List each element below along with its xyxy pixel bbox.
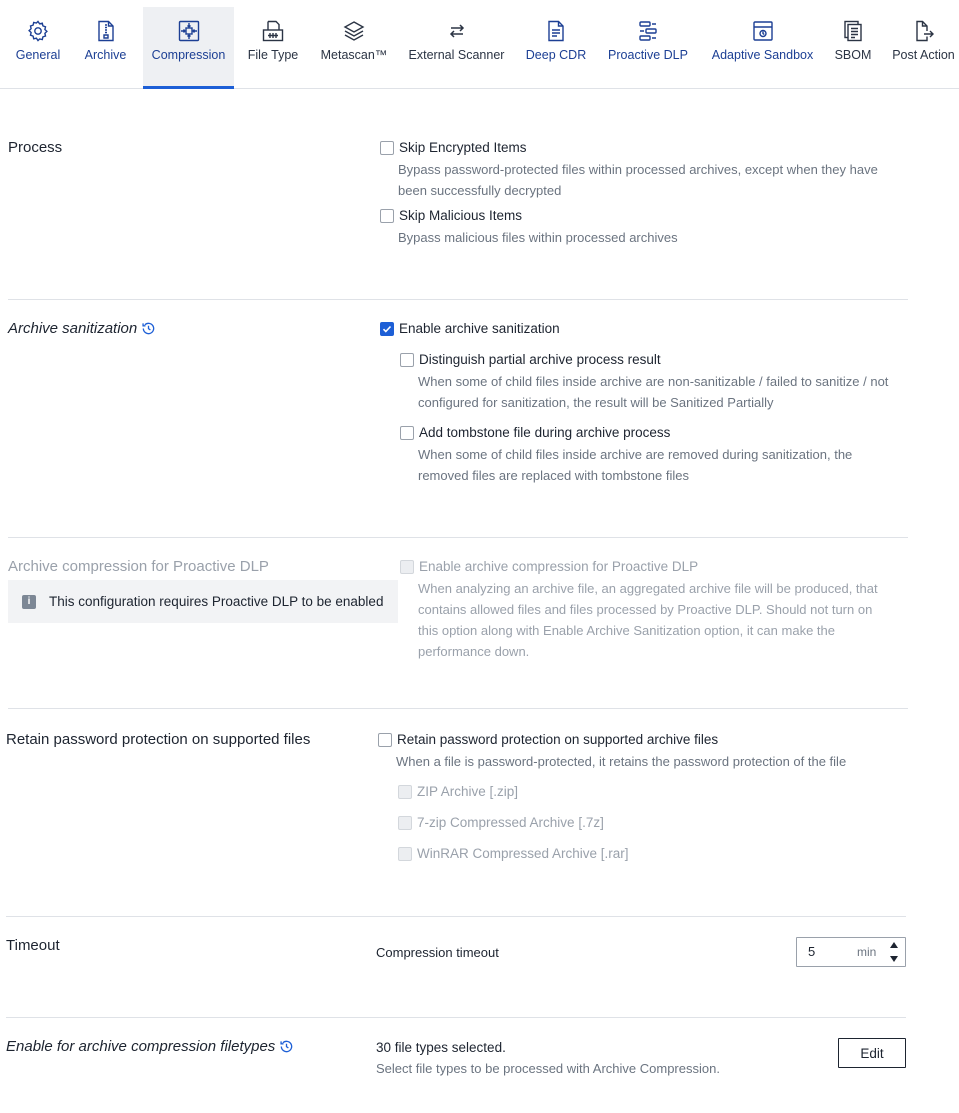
exchange-icon bbox=[445, 19, 469, 43]
tab-archive[interactable] bbox=[78, 7, 133, 88]
distinguish-partial-description: When some of child files inside archive are non-sanitizable / failed to sanitize / not bbox=[418, 374, 889, 389]
increment-arrow-icon[interactable] bbox=[883, 938, 905, 952]
option-label: Enable archive sanitization bbox=[399, 321, 560, 336]
dlp-icon bbox=[636, 19, 660, 43]
retain-password-description: When a file is password-protected, it retains the password protection of the file bbox=[396, 754, 847, 769]
section-divider bbox=[8, 708, 908, 709]
section-title-text: Enable for archive compression filetypes bbox=[6, 1038, 276, 1055]
option-label: ZIP Archive [.zip] bbox=[417, 784, 519, 799]
distinguish-partial-checkbox[interactable] bbox=[400, 352, 661, 367]
tab-label: Proactive DLP bbox=[608, 48, 688, 62]
sbom-icon bbox=[841, 19, 865, 43]
compression-timeout-input[interactable] bbox=[796, 937, 906, 967]
proactive-dlp-description-3: this option along with Enable Archive Sanitization option, it can make the bbox=[418, 623, 835, 638]
tab-label: External Scanner bbox=[408, 48, 505, 62]
info-message: This configuration requires Proactive DLP to be enabled bbox=[49, 594, 384, 609]
checkbox-box[interactable] bbox=[380, 209, 394, 223]
proactive-dlp-section-title: Archive compression for Proactive DLP bbox=[8, 558, 269, 575]
retain-password-checkbox[interactable] bbox=[378, 732, 718, 747]
section-divider bbox=[6, 1017, 906, 1018]
tab-general[interactable] bbox=[8, 7, 68, 88]
tab-proactive-dlp[interactable] bbox=[603, 7, 693, 88]
tab-post-action[interactable] bbox=[888, 7, 959, 88]
option-label: Skip Malicious Items bbox=[399, 208, 523, 223]
proactive-dlp-description: When analyzing an archive file, an aggregated archive file will be produced, that bbox=[418, 581, 878, 596]
option-label: Distinguish partial archive process result bbox=[419, 352, 661, 367]
winrar-archive-checkbox bbox=[398, 846, 629, 861]
option-label: 7-zip Compressed Archive [.7z] bbox=[417, 815, 604, 830]
checkbox-box bbox=[400, 560, 414, 574]
checkbox-box[interactable] bbox=[400, 426, 414, 440]
decrement-arrow-icon[interactable] bbox=[883, 952, 905, 966]
file-archive-icon bbox=[94, 19, 118, 43]
tab-label: Metascan™ bbox=[320, 48, 388, 62]
checkbox-box[interactable] bbox=[400, 353, 414, 367]
tab-label: General bbox=[15, 48, 61, 62]
timeout-stepper[interactable] bbox=[883, 938, 905, 966]
timeout-value[interactable]: 5 bbox=[808, 944, 816, 959]
option-label: Skip Encrypted Items bbox=[399, 140, 527, 155]
enable-archive-sanitization-checkbox[interactable] bbox=[380, 321, 560, 336]
process-section-title: Process bbox=[8, 139, 63, 156]
section-divider bbox=[6, 916, 906, 917]
info-icon: i bbox=[22, 595, 36, 609]
tab-compression[interactable] bbox=[143, 7, 234, 88]
gear-icon bbox=[26, 19, 50, 43]
layers-icon bbox=[342, 19, 366, 43]
tab-label: Post Action bbox=[892, 48, 955, 62]
7zip-archive-checkbox bbox=[398, 815, 604, 830]
filetypes-section-title bbox=[6, 1038, 294, 1055]
archive-sanitization-section-title bbox=[8, 320, 156, 337]
tab-metascan[interactable] bbox=[316, 7, 392, 88]
retain-password-section-title: Retain password protection on supported files bbox=[6, 731, 311, 748]
section-divider bbox=[8, 299, 908, 300]
skip-encrypted-description-2: been successfully decrypted bbox=[398, 183, 562, 198]
skip-encrypted-description: Bypass password-protected files within processed archives, except when they have bbox=[398, 162, 878, 177]
history-icon[interactable] bbox=[141, 321, 156, 336]
compression-timeout-label: Compression timeout bbox=[376, 945, 499, 960]
tab-deep-cdr[interactable] bbox=[523, 7, 589, 88]
timeout-section-title: Timeout bbox=[6, 937, 60, 954]
zip-archive-checkbox bbox=[398, 784, 518, 799]
checkbox-box bbox=[398, 847, 412, 861]
option-label: Enable archive compression for Proactive DLP bbox=[419, 559, 699, 574]
post-action-icon bbox=[912, 19, 936, 43]
tab-sbom[interactable] bbox=[833, 7, 873, 88]
add-tombstone-checkbox[interactable] bbox=[400, 425, 670, 440]
timeout-unit: min bbox=[857, 945, 877, 959]
tab-external-scanner[interactable] bbox=[404, 7, 509, 88]
file-type-icon bbox=[261, 19, 285, 43]
checkbox-box[interactable] bbox=[378, 733, 392, 747]
add-tombstone-description-2: removed files are replaced with tombstone files bbox=[418, 468, 689, 483]
checkbox-box bbox=[398, 816, 412, 830]
skip-encrypted-checkbox[interactable] bbox=[380, 140, 527, 155]
skip-malicious-checkbox[interactable] bbox=[380, 208, 522, 223]
tab-label: Compression bbox=[151, 48, 226, 62]
proactive-dlp-description-2: contains allowed files and files processed by Proactive DLP. Should not turn on bbox=[418, 602, 873, 617]
tab-label: Adaptive Sandbox bbox=[711, 48, 814, 62]
document-code-icon bbox=[544, 19, 568, 43]
tab-label: Deep CDR bbox=[525, 48, 587, 62]
filetypes-description: Select file types to be processed with Archive Compression. bbox=[376, 1061, 720, 1076]
tab-label: File Type bbox=[247, 48, 299, 62]
add-tombstone-description: When some of child files inside archive are removed during sanitization, the bbox=[418, 447, 853, 462]
option-label: WinRAR Compressed Archive [.rar] bbox=[417, 846, 629, 861]
filetypes-selected-count: 30 file types selected. bbox=[376, 1040, 506, 1055]
tab-label: Archive bbox=[84, 48, 127, 62]
tab-file-type[interactable] bbox=[244, 7, 302, 88]
option-label: Add tombstone file during archive process bbox=[419, 425, 671, 440]
edit-filetypes-button[interactable]: Edit bbox=[838, 1038, 906, 1068]
skip-malicious-description: Bypass malicious files within processed archives bbox=[398, 230, 678, 245]
checkbox-box bbox=[398, 785, 412, 799]
option-label: Retain password protection on supported archive files bbox=[397, 732, 719, 747]
compress-icon bbox=[177, 19, 201, 43]
distinguish-partial-description-2: configured for sanitization, the result will be Sanitized Partially bbox=[418, 395, 774, 410]
section-title-text: Archive sanitization bbox=[8, 320, 138, 337]
proactive-dlp-info-box bbox=[8, 580, 398, 623]
enable-archive-compression-dlp-checkbox bbox=[400, 559, 698, 574]
checkbox-box[interactable] bbox=[380, 141, 394, 155]
checkbox-box[interactable] bbox=[380, 322, 394, 336]
tab-label: SBOM bbox=[834, 48, 872, 62]
history-icon[interactable] bbox=[279, 1039, 294, 1054]
sandbox-icon bbox=[751, 19, 775, 43]
settings-tab-bar bbox=[0, 0, 959, 89]
section-divider bbox=[8, 537, 908, 538]
proactive-dlp-description-4: performance down. bbox=[418, 644, 530, 659]
tab-adaptive-sandbox[interactable] bbox=[706, 7, 819, 88]
